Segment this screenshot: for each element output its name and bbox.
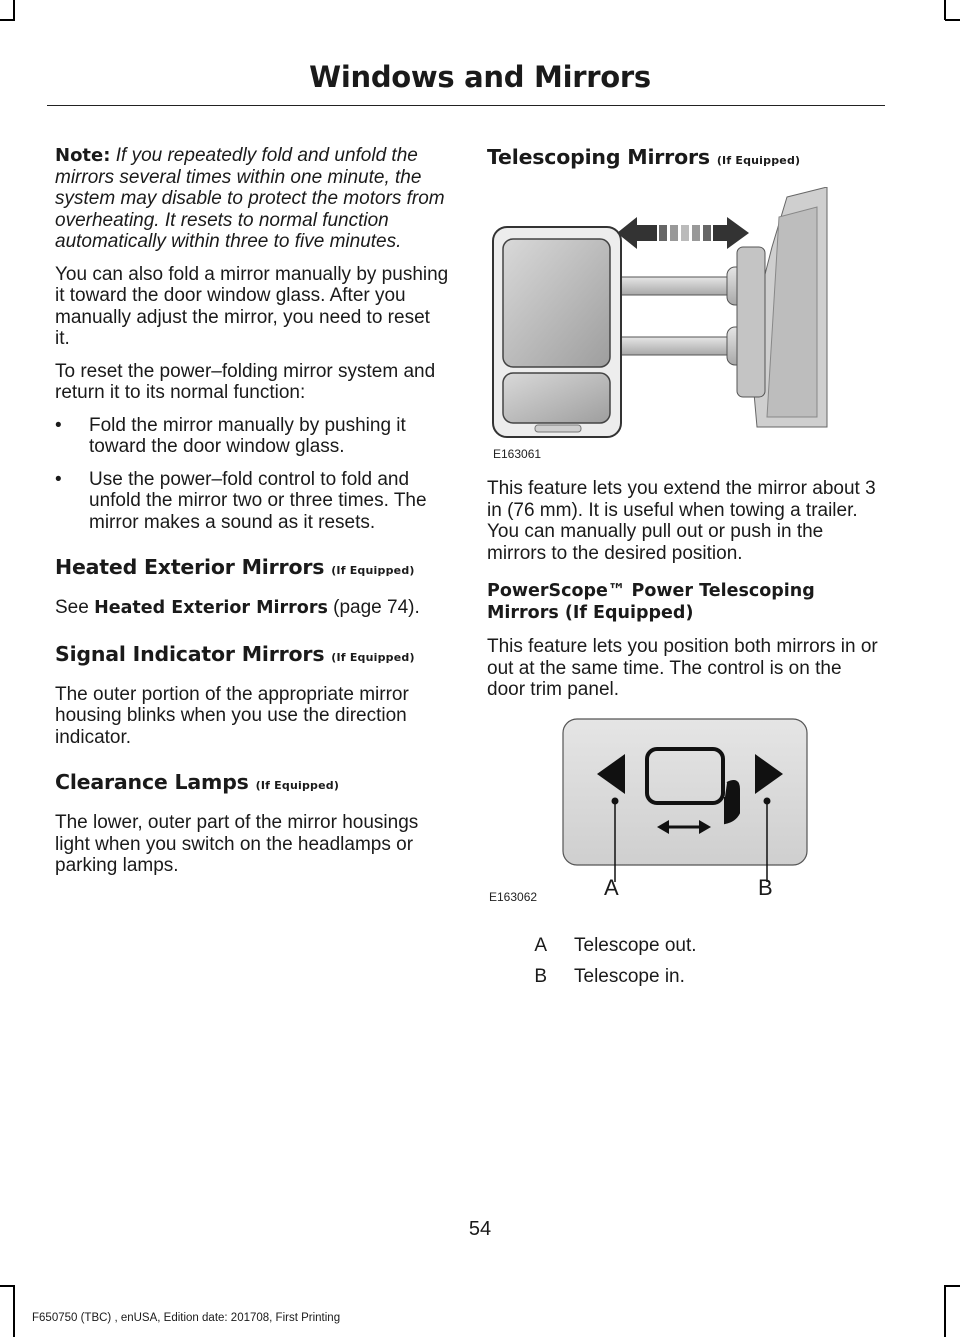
telescope-control-illustration <box>487 717 882 917</box>
telescope-control-figure <box>487 717 882 917</box>
bullet-text: Fold the mirror manually by pushing it toward the door window glass. <box>89 414 406 457</box>
bullet-item <box>55 469 449 534</box>
header-rule <box>47 105 885 106</box>
cross-reference <box>55 597 449 620</box>
section-heading-telescoping <box>487 145 882 173</box>
legend-key: A <box>534 934 547 956</box>
double-arrow-icon <box>617 217 749 249</box>
figure-code: E163061 <box>493 447 542 461</box>
callout-legend <box>487 935 882 988</box>
paragraph: The lower, outer part of the mirror housings light when you switch on the headlamps or parking lamps. <box>55 812 419 876</box>
left-column <box>55 145 449 888</box>
figure-code: E163062 <box>489 889 538 904</box>
callout-b: B <box>758 874 773 900</box>
page-number: 54 <box>468 1218 492 1240</box>
heading-qualifier: (If Equipped) <box>331 564 415 577</box>
crop-mark <box>13 1285 15 1337</box>
crop-mark <box>945 1285 960 1287</box>
bullet-text: Use the power–fold control to fold and unfold the mirror two or three times. The mirror makes a sound as it resets. <box>89 468 427 533</box>
paragraph: You can also fold a mirror manually by pushing it toward the door window glass. After you manually adjust the mirror, you need to reset it. <box>55 263 449 349</box>
paragraph: To reset the power–folding mirror system and return it to its normal function: <box>55 360 436 403</box>
heading-text: Clearance Lamps <box>55 770 249 794</box>
page-title: Windows and Mirrors <box>309 60 651 94</box>
legend-text: Telescope in. <box>574 966 685 987</box>
note-label: Note: <box>55 145 111 166</box>
bullet-item <box>55 415 449 458</box>
crop-mark <box>0 19 15 21</box>
heading-qualifier: (If Equipped) <box>716 154 801 167</box>
paragraph: The outer portion of the appropriate mirror housing blinks when you use the direction indicator. <box>55 683 409 748</box>
see-text: See <box>55 597 89 618</box>
heading-text: Telescoping Mirrors <box>487 145 710 169</box>
right-column <box>487 145 882 998</box>
telescoping-mirror-figure <box>487 187 882 464</box>
crop-mark <box>13 0 15 20</box>
callout-a: A <box>604 874 619 900</box>
bullet-dot: • <box>55 468 62 490</box>
section-heading-signal <box>55 642 449 670</box>
paragraph: This feature lets you extend the mirror about 3 in (76 mm). It is useful when towing a trailer. You can manually pull out or push in the mirrors to the desired position. <box>487 478 876 564</box>
crop-mark <box>944 1285 946 1337</box>
note-text: If you repeatedly fold and unfold the mirrors several times within one minute, the system may disable to protect the motors from overheating. It resets to normal function automatically within three to five minutes. <box>55 145 445 252</box>
bullet-dot: • <box>55 414 62 436</box>
heading-qualifier: (If Equipped) <box>331 650 415 664</box>
section-heading-powerscope: PowerScope™ Power Telescoping Mirrors (If Equipped) <box>487 581 815 623</box>
footer-text: F650750 (TBC) , enUSA, Edition date: 201708, First Printing <box>32 1312 341 1324</box>
note <box>55 145 449 253</box>
legend-text: Telescope out. <box>574 934 697 956</box>
crop-mark <box>945 19 960 21</box>
heading-text: Heated Exterior Mirrors <box>55 555 325 579</box>
reference-link[interactable]: Heated Exterior Mirrors <box>94 598 328 618</box>
page-ref: (page 74). <box>333 597 420 618</box>
legend-key: B <box>534 966 547 987</box>
legend-row <box>487 935 882 957</box>
crop-mark <box>0 1285 15 1287</box>
telescoping-mirror-illustration <box>487 187 882 445</box>
legend-row <box>487 966 882 988</box>
section-heading-clearance <box>55 770 449 798</box>
section-heading-heated <box>55 555 449 583</box>
heading-text: Signal Indicator Mirrors <box>55 641 325 666</box>
heading-qualifier: (If Equipped) <box>255 779 340 792</box>
crop-mark <box>944 0 946 20</box>
paragraph: This feature lets you position both mirrors in or out at the same time. The control is on the door trim panel. <box>487 636 878 700</box>
